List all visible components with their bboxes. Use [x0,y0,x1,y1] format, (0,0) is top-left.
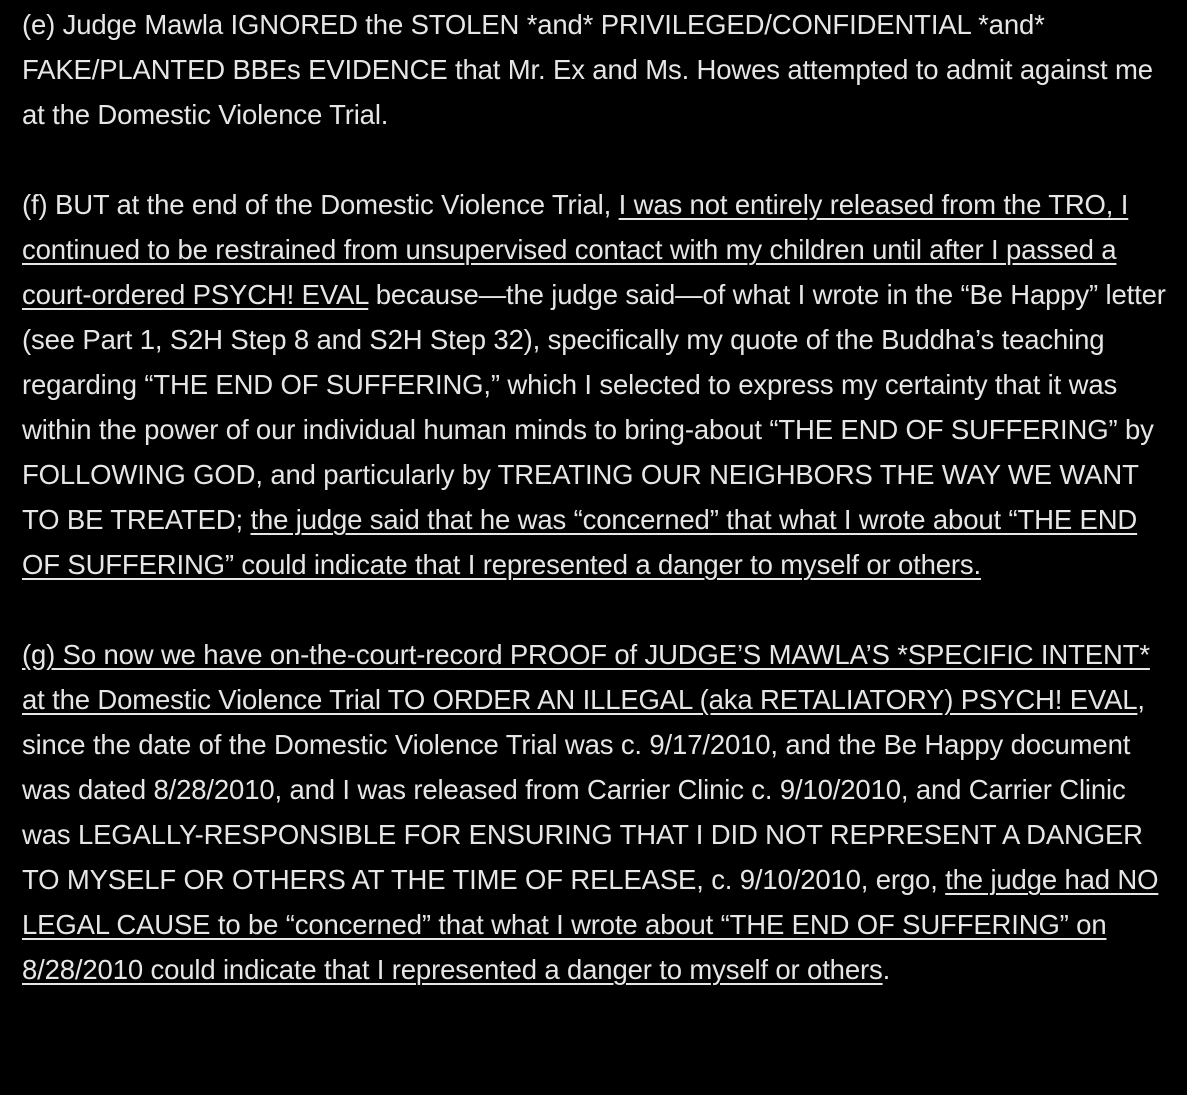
paragraph-f-intro: (f) BUT at the end of the Domestic Violence Trial, [22,189,619,220]
paragraph-g-underlined-no-cause: the judge had NO LEGAL CAUSE to be “concerned” that what I wrote about “THE END OF SUFFERING” on 8/28/2010 could indicate that I represented a danger to myself or others [22,864,1159,985]
paragraph-g-dates: , since the date of the Domestic Violence Trial was c. 9/17/2010, and the Be Happy document was dated 8/28/2010, and I was released from Carrier Clinic c. 9/10/2010, and Carrier Clinic was LEGALLY-RESPONSIBLE FOR ENSURING THAT I DID NOT REPRESENT A DANGER TO MYSELF OR OTHERS AT THE TIME OF RELEASE, c. 9/10/2010, ergo, [22,684,1145,895]
paragraph-f-underlined-judge-concern: the judge said that he was “concerned” that what I wrote about “THE END OF SUFFERING” could indicate that I represented a danger to myself or others. [22,504,1138,580]
paragraph-e-text: (e) Judge Mawla IGNORED the STOLEN *and* PRIVILEGED/CONFIDENTIAL *and* FAKE/PLANTED BBEs EVIDENCE that Mr. Ex and Ms. Howes attempted to admit against me at the Domestic Violence Trial. [22,9,1153,130]
paragraph-f-reason: because—the judge said—of what I wrote in the “Be Happy” letter (see Part 1, S2H Step 8 and S2H Step 32), specifically my quote of the Buddha’s teaching regarding “THE END OF SUFFERING,” which I selected to express my certainty that it was within the power of our individual human minds to bring-about “THE END OF SUFFERING” by FOLLOWING GOD, and particularly by TREATING OUR NEIGHBORS THE WAY WE WANT TO BE TREATED; [22,279,1166,535]
paragraph-g-underlined-intent: (g) So now we have on-the-court-record PROOF of JUDGE’S MAWLA’S *SPECIFIC INTENT* at the Domestic Violence Trial TO ORDER AN ILLEGAL (aka RETALIATORY) PSYCH! EVAL [22,639,1150,715]
paragraph-f [22,182,1171,587]
paragraph-f-underlined-restraint: I was not entirely released from the TRO, I continued to be restrained from unsupervised contact with my children until after I passed a court-ordered PSYCH! EVAL [22,189,1129,310]
paragraph-e [22,2,1171,137]
paragraph-g-period: . [882,954,891,985]
paragraph-g [22,632,1171,992]
